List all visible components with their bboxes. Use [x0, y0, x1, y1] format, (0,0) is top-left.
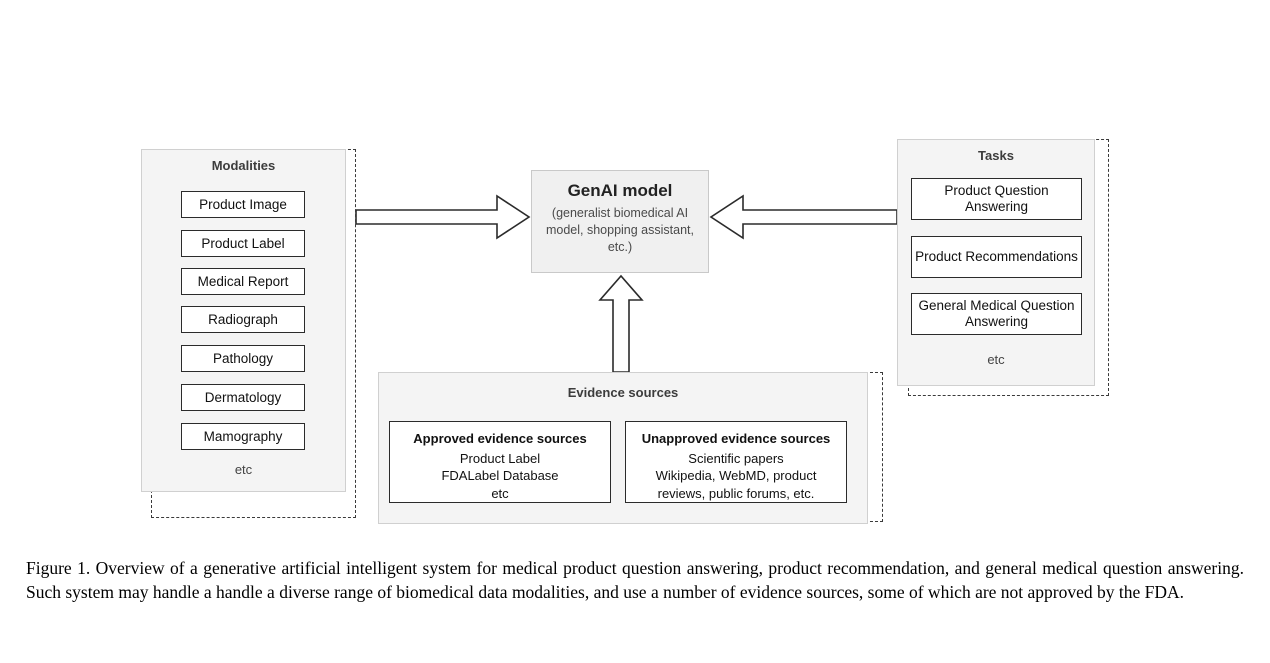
arrow-evidence-to-model: [600, 276, 642, 372]
approved-evidence-heading: Approved evidence sources: [413, 431, 587, 446]
arrow-tasks-to-model: [711, 196, 897, 238]
genai-model-box: [531, 170, 709, 273]
approved-evidence-sources-box[interactable]: [389, 421, 611, 503]
modality-pathology[interactable]: Pathology: [181, 345, 305, 372]
tasks-title: Tasks: [978, 148, 1014, 163]
unapproved-evidence-line-3: reviews, public forums, etc.: [657, 485, 815, 501]
unapproved-evidence-line-1: Scientific papers: [688, 450, 784, 466]
unapproved-evidence-heading: Unapproved evidence sources: [641, 431, 831, 446]
approved-evidence-line-1: Product Label: [459, 450, 541, 466]
modality-medical-report[interactable]: Medical Report: [181, 268, 305, 295]
task-general-medical-question-answering[interactable]: General Medical Question Answering: [911, 293, 1082, 335]
figure-caption-text: Overview of a generative artificial intelligent system for medical product question answering, product recommendation, and general medical question answering. Such system may handle a handle a diverse range of biomedical data modalities, and use a number of evidence sources, some of which are not approved by the FDA.: [26, 558, 1245, 603]
modality-product-image[interactable]: Product Image: [181, 191, 305, 218]
tasks-etc: etc: [987, 352, 1005, 367]
unapproved-evidence-sources-box[interactable]: [625, 421, 847, 503]
modality-dermatology[interactable]: Dermatology: [181, 384, 305, 411]
unapproved-evidence-line-2: Wikipedia, WebMD, product: [655, 468, 817, 484]
modality-radiograph[interactable]: Radiograph: [181, 306, 305, 333]
genai-model-subtitle: (generalist biomedical AI model, shopping assistant, etc.): [545, 206, 694, 254]
modality-mamography[interactable]: Mamography: [181, 423, 305, 450]
genai-model-title: GenAI model: [567, 181, 673, 200]
approved-evidence-line-3: etc: [491, 485, 509, 501]
task-product-question-answering[interactable]: Product Question Answering: [911, 178, 1082, 220]
figure-caption: [26, 556, 1244, 604]
task-product-recommendations[interactable]: Product Recommendations: [911, 236, 1082, 278]
evidence-title: Evidence sources: [567, 385, 679, 400]
modalities-etc: etc: [234, 462, 253, 477]
arrow-modalities-to-model: [356, 196, 529, 238]
figure-caption-label: Figure 1.: [26, 558, 91, 578]
approved-evidence-line-2: FDALabel Database: [441, 468, 559, 484]
modality-product-label[interactable]: Product Label: [181, 230, 305, 257]
modalities-title: Modalities: [211, 158, 276, 173]
